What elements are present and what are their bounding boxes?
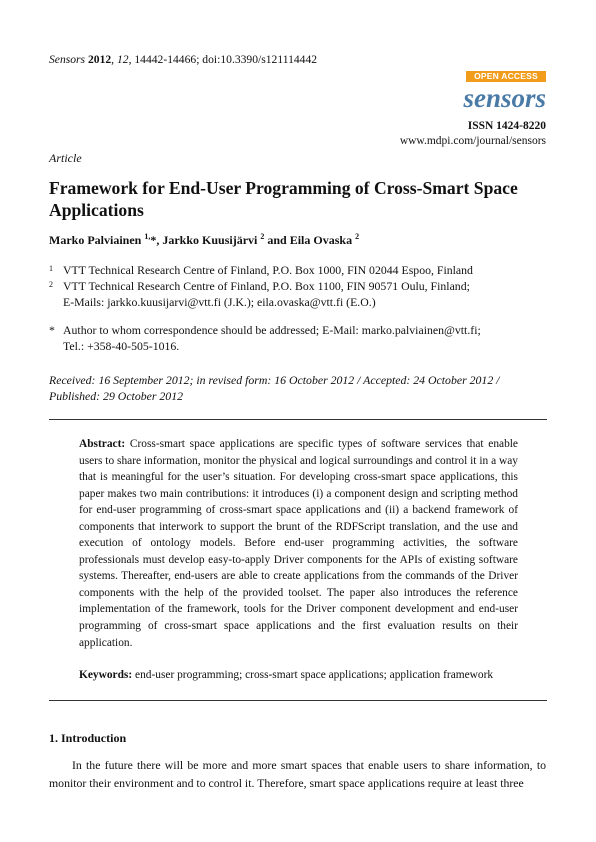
correspondence-line: Author to whom correspondence should be addressed; E-Mail: marko.palviainen@vtt.fi; <box>63 323 481 337</box>
abstract <box>79 436 518 651</box>
citation-year: 2012 <box>87 53 112 66</box>
abstract-divider <box>49 700 547 701</box>
corresponding-mark: * <box>150 233 157 247</box>
author-affiliation-ref: 2 <box>355 232 360 241</box>
author-affiliation-ref: 2 <box>260 232 265 241</box>
affiliation-text: VTT Technical Research Centre of Finland, P.O. Box 1000, FIN 02044 Espoo, Finland <box>63 263 473 277</box>
citation-line: Sensors 2012, 12, 14442-14466; doi:10.3390/s121114442 <box>49 53 318 66</box>
citation-journal: Sensors <box>49 53 86 66</box>
correspondence-tel: Tel.: +358-40-505-1016. <box>63 339 180 354</box>
issn: ISSN 1424-8220 <box>467 120 546 132</box>
affiliation-number: 2 <box>49 280 53 289</box>
article-dates <box>49 372 549 404</box>
journal-url[interactable]: www.mdpi.com/journal/sensors <box>399 135 546 147</box>
dates-line-2: Published: 29 October 2012 <box>49 389 184 404</box>
affiliation-number: 1 <box>49 264 53 273</box>
section-heading: 1. Introduction <box>49 731 127 745</box>
keywords-label: Keywords: <box>79 669 133 681</box>
keywords <box>79 669 529 681</box>
keywords-text: end-user programming; cross-smart space applications; application framework <box>135 669 494 681</box>
abstract-text: Cross-smart space applications are specific types of software services that enable users to share information, monitor the physical and logical surroundings and control it in a way that is meaningful for the user’s situation. For developing cross-smart space applications, this paper makes two main contributions: it introduces (i) a component design and scripting method for end-user programming of cross-smart space applications and (ii) a backend framework of components that interwork to support the brunt of the RDFScript translation, and the use and execution of ontology models. Before end-user programming activities, the software professionals must develop easy-to-apply Driver components for the APIs of existing software systems. Thereafter, end-users are able to create applications from the commands of the Driver components with the help of the provided toolset. The paper also introduces the reference implementation of the framework, tools for the Driver component development and end-user programming of cross-smart space applications and the first evaluation results on their application. <box>79 438 518 649</box>
citation-volume: 12 <box>116 53 129 66</box>
author-separator: , <box>156 233 163 247</box>
dates-line-1: Received: 16 September 2012; in revised form: 16 October 2012 / Accepted: 24 October 2012 / <box>49 373 500 387</box>
emails-text: E-Mails: jarkko.kuusijarvi@vtt.fi (J.K.); eila.ovaska@vtt.fi (E.O.) <box>63 295 376 309</box>
abstract-label: Abstract: <box>79 438 126 450</box>
paper-title: Framework for End-User Programming of Cross-Smart Space Applications <box>49 178 518 220</box>
corresponding-mark: * <box>49 323 55 337</box>
article-type: Article <box>49 151 82 165</box>
citation-pages-doi: , 14442-14466; doi:10.3390/s121114442 <box>128 53 318 66</box>
affiliation-text: VTT Technical Research Centre of Finland, P.O. Box 1100, FIN 90571 Oulu, Finland; <box>63 279 470 293</box>
author-name: Marko Palviainen <box>49 233 142 247</box>
open-access-badge: OPEN ACCESS <box>466 71 546 82</box>
header-divider <box>49 419 547 420</box>
author-separator: and <box>264 233 290 247</box>
author-affiliation-ref: 1, <box>144 232 151 241</box>
author-name: Jarkko Kuusijärvi <box>162 233 258 247</box>
author-name: Eila Ovaska <box>289 233 353 247</box>
author-list <box>49 232 359 248</box>
intro-paragraph: In the future there will be more and more smart spaces that enable users to share information, to monitor their environment and to control it. Therefore, smart space applications require at least three <box>49 758 546 790</box>
journal-logo: sensors <box>463 83 546 113</box>
